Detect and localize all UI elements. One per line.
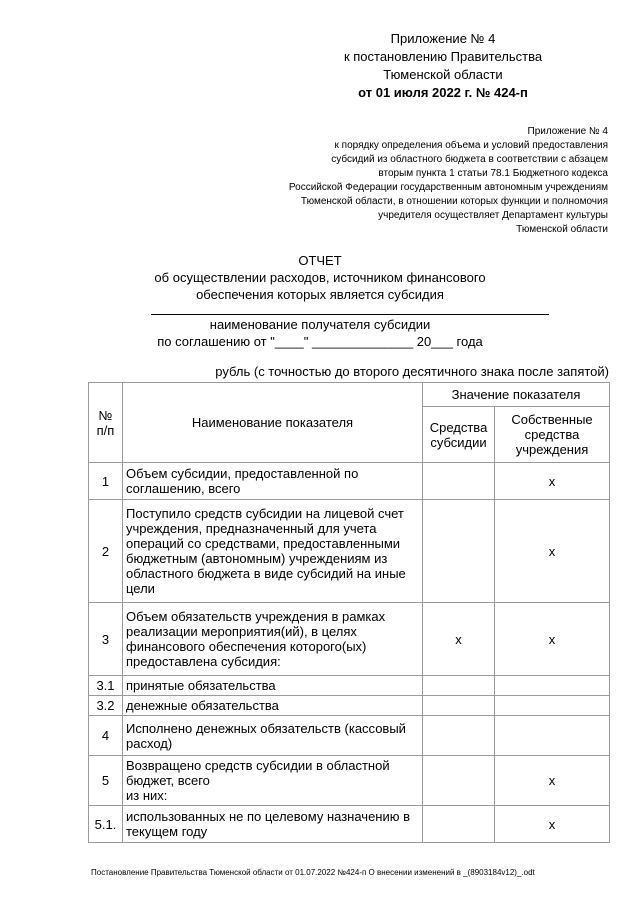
header-num: № п/п [89, 383, 123, 463]
row-subsidy [423, 806, 495, 843]
header-main-line-1: Приложение № 4 [390, 31, 496, 46]
header-sub-line-7: учредителя осуществляет Департамент культуры [378, 210, 608, 221]
row-num: 5.1. [89, 806, 123, 843]
header-sub-line-4: вторым пункта 1 статьи 78.1 Бюджетного кодекса [378, 168, 608, 179]
row-own [495, 676, 610, 696]
row-subsidy [423, 716, 495, 756]
row-num: 5 [89, 756, 123, 806]
footer-filename: Постановление Правительства Тюменской области от 01.07.2022 №424-п О внесении изменений в _(8903184v12)_.odt [91, 868, 535, 877]
report-title-block [0, 252, 640, 303]
table-row [89, 696, 610, 716]
table-row [89, 500, 610, 603]
row-own [495, 696, 610, 716]
row-subsidy [423, 463, 495, 500]
table-row [89, 603, 610, 676]
header-main [293, 30, 593, 102]
header-own: Собственные средства учреждения [495, 407, 610, 463]
row-own: х [495, 500, 610, 603]
row-subsidy [423, 500, 495, 603]
units-note: рубль (с точностью до второго десятичного знака после запятой) [215, 364, 609, 379]
row-own [495, 716, 610, 756]
row-num: 4 [89, 716, 123, 756]
row-num: 3.2 [89, 696, 123, 716]
row-name: Поступило средств субсидии на лицевой счет учреждения, предназначенный для учета операций со средствами, предоставленными бюджетным (автономным) учреждениям из областного бюджета в виде субсидий на иные цели [123, 500, 423, 603]
header-subsidy: Средства субсидии [423, 407, 495, 463]
table-row [89, 676, 610, 696]
table-row [89, 806, 610, 843]
recipient-caption-block [0, 316, 640, 350]
header-sub-line-6: Тюменской области, в отношении которых функции и полномочия [300, 196, 608, 207]
row-num: 3.1 [89, 676, 123, 696]
header-sub-line-2: к порядку определения объема и условий предоставления [334, 140, 608, 151]
row-own: х [495, 603, 610, 676]
table-row [89, 716, 610, 756]
header-value: Значение показателя [423, 383, 610, 407]
row-name: Исполнено денежных обязательств (кассовый расход) [123, 716, 423, 756]
agreement-line: по соглашению от "____" ______________ 20___ года [157, 334, 483, 349]
table-header-row [89, 383, 610, 407]
row-subsidy [423, 756, 495, 806]
header-sub [188, 125, 608, 237]
header-main-line-4: от 01 июля 2022 г. № 424-п [358, 85, 528, 100]
row-name-sub: из них: [126, 788, 168, 803]
header-sub-line-5: Российской Федерации государственным автономным учреждениям [288, 182, 608, 193]
header-main-line-3: Тюменской области [383, 67, 503, 82]
header-sub-line-8: Тюменской области [516, 224, 608, 235]
row-name: денежные обязательства [123, 696, 423, 716]
header-sub-line-3: субсидий из областного бюджета в соответствии с абзацем [331, 154, 608, 165]
row-subsidy [423, 676, 495, 696]
row-num: 2 [89, 500, 123, 603]
header-main-line-2: к постановлению Правительства [343, 49, 543, 64]
row-num: 3 [89, 603, 123, 676]
row-num: 1 [89, 463, 123, 500]
row-own: х [495, 806, 610, 843]
header-name: Наименование показателя [123, 383, 423, 463]
report-title: ОТЧЕТ [298, 253, 342, 268]
row-name: использованных не по целевому назначению в текущем году [123, 806, 423, 843]
row-name [123, 756, 423, 806]
row-own: х [495, 463, 610, 500]
report-subtitle-1: об осуществлении расходов, источником финансового [154, 270, 486, 285]
row-subsidy [423, 696, 495, 716]
row-name: Объем субсидии, предоставленной по соглашению, всего [123, 463, 423, 500]
row-own: х [495, 756, 610, 806]
report-table [88, 382, 610, 843]
recipient-underline [151, 314, 549, 315]
recipient-caption: наименование получателя субсидии [209, 317, 431, 332]
table-row [89, 756, 610, 806]
header-sub-line-1: Приложение № 4 [527, 126, 608, 137]
report-subtitle-2: обеспечения которых является субсидия [196, 287, 444, 302]
row-name-main: Возвращено средств субсидии в областной бюджет, всего [126, 758, 390, 788]
row-name: Объем обязательств учреждения в рамках реализации мероприятия(ий), в целях финансового обеспечения которого(ых) предоставлена субсидия: [123, 603, 423, 676]
row-name: принятые обязательства [123, 676, 423, 696]
row-subsidy: х [423, 603, 495, 676]
table-row [89, 463, 610, 500]
